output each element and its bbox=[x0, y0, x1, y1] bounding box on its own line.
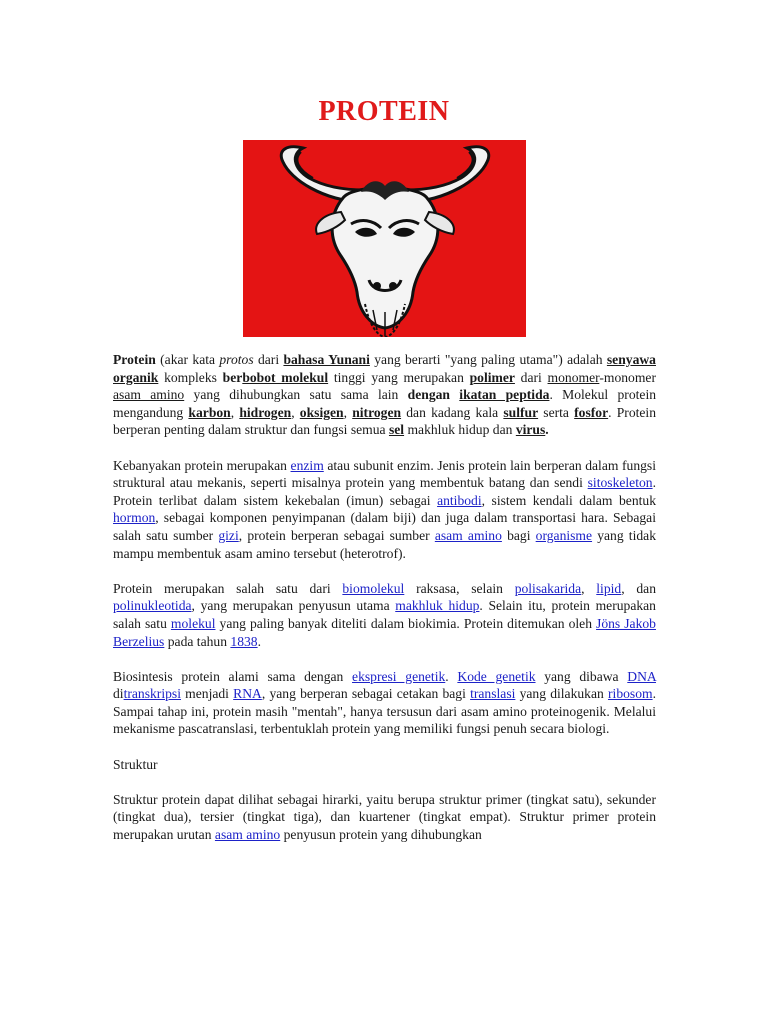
paragraph-biosynthesis: Biosintesis protein alami sama dengan ekspresi genetik. Kode genetik yang dibawa DNA ditranskripsi menjadi RNA, yang berperan sebagai cetakan bagi translasi yang dilakukan ribosom. Sampai tahap ini, protein masih "mentah", hanya tersusun dari asam amino proteinogenik. Melalui mekanisme pascatranslasi, terbentuklah protein yang memiliki fungsi penuh secara biologi. bbox=[113, 668, 656, 737]
paragraph-functions: Kebanyakan protein merupakan enzim atau subunit enzim. Jenis protein lain berperan dalam fungsi struktural atau mekanis, seperti misalnya protein yang membentuk batang dan sendi sitoskeleton. Protein terlibat dalam sistem kekebalan (imun) sebagai antibodi, sistem kendali dalam bentuk hormon, sebagai komponen penyimpanan (dalam biji) dan juga dalam transportasi hara. Sebagai salah satu sumber gizi, protein berperan sebagai sumber asam amino bagi organisme yang tidak mampu membentuk asam amino tersebut (heterotrof). bbox=[113, 457, 656, 561]
link-sulfur[interactable]: sulfur bbox=[503, 404, 539, 420]
section-heading-struktur: Struktur bbox=[113, 756, 158, 772]
paragraph-structure: Struktur protein dapat dilihat sebagai hirarki, yaitu berupa struktur primer (tingkat satu), sekunder (tingkat dua), tersier (tingkat tiga), dan kuartener (tingkat empat). Struktur primer protein merupakan urutan asam amino penyusun protein yang dihubungkan bbox=[113, 791, 656, 843]
link-rna[interactable]: RNA bbox=[233, 686, 262, 702]
link-polisakarida[interactable]: polisakarida bbox=[514, 580, 582, 596]
link-gizi[interactable]: gizi bbox=[218, 527, 239, 543]
link-virus[interactable]: virus bbox=[515, 422, 546, 438]
link-kode-genetik[interactable]: Kode genetik bbox=[457, 668, 536, 684]
link-fosfor[interactable]: fosfor bbox=[574, 404, 609, 420]
link-ribosom[interactable]: ribosom bbox=[608, 686, 653, 702]
link-sitoskeleton[interactable]: sitoskeleton bbox=[587, 475, 653, 491]
link-1838[interactable]: 1838 bbox=[230, 633, 258, 649]
link-lipid[interactable]: lipid bbox=[596, 580, 622, 596]
link-biomolekul[interactable]: biomolekul bbox=[342, 580, 405, 596]
term-protein: Protein bbox=[113, 352, 156, 367]
gnu-head-image bbox=[243, 140, 526, 337]
link-hidrogen[interactable]: hidrogen bbox=[239, 404, 292, 420]
link-monomer[interactable]: monomer bbox=[547, 369, 600, 385]
paragraph-intro: Protein (akar kata protos dari bahasa Yunani yang berarti "yang paling utama") adalah senyawa organik kompleks berbobot molekul tinggi yang merupakan polimer dari monomer-monomer asam amino yang dihubungkan satu sama lain dengan ikatan peptida. Molekul protein mengandung karbon, hidrogen, oksigen, nitrogen dan kadang kala sulfur serta fosfor. Protein berperan penting dalam struktur dan fungsi semua sel makhluk hidup dan virus. bbox=[113, 352, 657, 438]
gnu-head-icon bbox=[243, 140, 526, 337]
link-antibodi[interactable]: antibodi bbox=[437, 492, 482, 508]
link-molekul[interactable]: molekul bbox=[170, 615, 216, 631]
link-dna[interactable]: DNA bbox=[627, 668, 656, 684]
link-translasi[interactable]: translasi bbox=[470, 686, 516, 702]
link-bahasa-yunani[interactable]: bahasa Yunani bbox=[283, 352, 370, 367]
link-nitrogen[interactable]: nitrogen bbox=[352, 404, 402, 420]
article-body bbox=[113, 351, 656, 861]
link-asam-amino-3[interactable]: asam amino bbox=[214, 827, 281, 843]
link-ikatan-peptida[interactable]: ikatan peptida bbox=[459, 387, 550, 403]
link-bobot-molekul[interactable]: bobot molekul bbox=[242, 369, 329, 385]
link-jons-jakob-berzelius[interactable]: Jöns Jakob Berzelius bbox=[113, 615, 656, 649]
link-polinukleotida[interactable]: polinukleotida bbox=[113, 598, 192, 614]
link-hormon[interactable]: hormon bbox=[113, 510, 156, 526]
link-karbon[interactable]: karbon bbox=[188, 404, 231, 420]
page-title: PROTEIN bbox=[318, 96, 450, 127]
link-ekspresi-genetik[interactable]: ekspresi genetik bbox=[352, 668, 446, 684]
link-organisme[interactable]: organisme bbox=[535, 527, 593, 543]
link-asam-amino[interactable]: asam amino bbox=[113, 387, 185, 403]
link-enzim[interactable]: enzim bbox=[290, 457, 324, 473]
term-protos: protos bbox=[219, 352, 254, 367]
link-oksigen[interactable]: oksigen bbox=[299, 404, 344, 420]
paragraph-biomolecule: Protein merupakan salah satu dari biomolekul raksasa, selain polisakarida, lipid, dan polinukleotida, yang merupakan penyusun utama makhluk hidup. Selain itu, protein merupakan salah satu molekul yang paling banyak diteliti dalam biokimia. Protein ditemukan oleh Jöns Jakob Berzelius pada tahun 1838. bbox=[113, 580, 656, 649]
link-polimer[interactable]: polimer bbox=[469, 369, 515, 385]
link-asam-amino-2[interactable]: asam amino bbox=[434, 527, 502, 543]
link-transkripsi[interactable]: transkripsi bbox=[123, 686, 181, 702]
link-sel[interactable]: sel bbox=[388, 422, 405, 438]
link-senyawa-organik[interactable]: senyawa organik bbox=[113, 352, 656, 385]
link-makhluk-hidup[interactable]: makhluk hidup bbox=[395, 598, 480, 614]
